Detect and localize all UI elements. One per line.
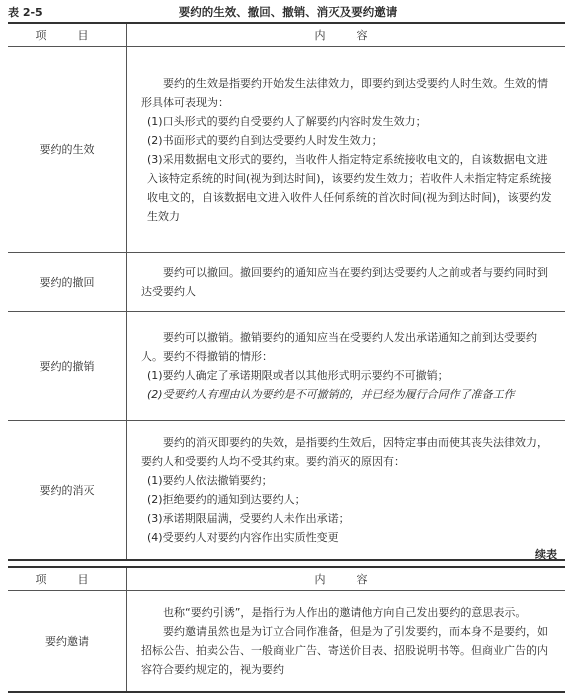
content-line: (2)受要约人有理由认为要约是不可撤销的，并已经为履行合同作了准备工作 <box>147 388 515 401</box>
content-line: (1)要约人依法撤销要约； <box>147 474 273 487</box>
table-header-row <box>8 23 565 47</box>
table-row <box>8 312 565 421</box>
row-content <box>127 421 566 561</box>
row-content <box>127 253 566 312</box>
row-item-label: 要约的撤销 <box>8 312 127 421</box>
content-line: (1)口头形式的要约自受要约人了解要约内容时发生效力； <box>147 114 427 128</box>
header-content: 内 容 <box>127 23 566 47</box>
content-line: (2)拒绝要约的通知到达要约人； <box>147 493 306 506</box>
content-paragraph: 要约的生效是指要约开始发生法律效力，即要约到达受要约人时生效。生效的情形具体可表现为： <box>141 76 548 109</box>
row-content <box>127 312 566 421</box>
table-header-row <box>8 567 565 591</box>
row-item-label: 要约的消灭 <box>8 421 127 561</box>
row-item-label: 要约的撤回 <box>8 253 127 312</box>
table-row <box>8 591 565 693</box>
content-paragraph: 要约的消灭即要约的失效，是指要约生效后，因特定事由而使其丧失法律效力，要约人和受要约人均不受其约束。要约消灭的原因有： <box>141 436 548 468</box>
content-paragraph: 要约可以撤销。撤销要约的通知应当在受要约人发出承诺通知之前到达受要约人。要约不得撤销的情形： <box>141 331 537 363</box>
content-paragraph: 要约可以撤回。撤回要约的通知应当在要约到达受要约人之前或者与要约同时到达受要约人 <box>141 266 548 298</box>
row-content <box>127 47 566 253</box>
content-line: (2)书面形式的要约自到达受要约人时发生效力； <box>147 133 383 147</box>
table-row <box>8 47 565 253</box>
content-line: (3)采用数据电文形式的要约，当收件人指定特定系统接收电文的，自该数据电文进入该特定系统的时间(视为到达时间)，该要约发生效力；若收件人未指定特定系统接收电文的，自该数据电文进入收件人任何系统的首次时间(视为到达时间)，该要约发生效力 <box>147 152 552 223</box>
continued-table <box>8 566 565 693</box>
header-item: 项 目 <box>8 567 127 591</box>
continued-label: 续表 <box>535 548 557 561</box>
table-row <box>8 421 565 561</box>
content-line: (3)承诺期限届满，受要约人未作出承诺； <box>147 512 350 525</box>
header-item: 项 目 <box>8 23 127 47</box>
table-row <box>8 253 565 312</box>
content-line: (4)受要约人对要约内容作出实质性变更 <box>147 531 339 544</box>
content-paragraph: 要约邀请虽然也是为订立合同作准备，但是为了引发要约，而本身不是要约，如招标公告、拍卖公告、一般商业广告、寄送价目表、招股说明书等。但商业广告的内容符合要约规定的，视为要约 <box>141 625 548 676</box>
content-line: (1)要约人确定了承诺期限或者以其他形式明示要约不可撤销； <box>147 369 449 382</box>
table-caption <box>8 4 565 22</box>
content-paragraph: 也称“要约引诱”，是指行为人作出的邀请他方向自己发出要约的意思表示。 <box>163 606 527 619</box>
row-item-label: 要约的生效 <box>8 47 127 253</box>
table-title: 要约的生效、撤回、撤销、消灭及要约邀请 <box>178 5 398 19</box>
row-content <box>127 591 566 693</box>
header-content: 内 容 <box>127 567 566 591</box>
main-table <box>8 22 565 561</box>
row-item-label: 要约邀请 <box>8 591 127 693</box>
table-number: 表 2-5 <box>8 6 43 19</box>
